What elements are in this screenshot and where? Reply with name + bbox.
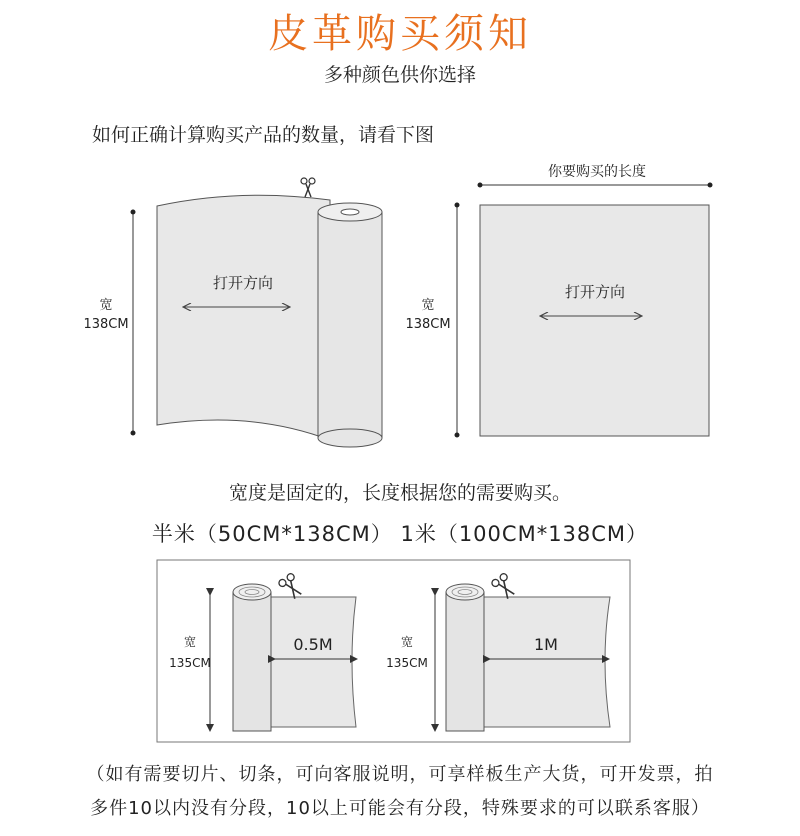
width-value: 135CM [169, 656, 211, 670]
length-value: 0.5M [293, 635, 333, 654]
width-value: 138CM [405, 317, 451, 332]
left-diagram [83, 178, 382, 447]
unrolled-sheet [480, 597, 610, 727]
width-label: 宽 [400, 635, 414, 649]
width-label: 宽 [99, 298, 113, 313]
open-direction-label: 打开方向 [564, 283, 626, 301]
leather-sheet [157, 195, 330, 440]
page-subtitle: 多种颜色供你选择 [323, 64, 476, 86]
footnote-line-1: （如有需要切片、切条，可向客服说明，可享样板生产大货，可开发票，拍 [86, 764, 714, 785]
open-direction-label: 打开方向 [212, 274, 274, 292]
length-value: 1M [534, 635, 558, 654]
leather-roll [446, 592, 484, 731]
unrolled-sheet [268, 597, 356, 727]
width-label: 宽 [183, 635, 197, 649]
width-value: 135CM [386, 656, 428, 670]
width-value: 138CM [83, 317, 129, 332]
length-label: 你要购买的长度 [548, 164, 646, 180]
page-title: 皮革购买须知 [268, 11, 532, 57]
footnote-line-2: 多件10以内没有分段，10以上可能会有分段，特殊要求的可以联系客服） [90, 798, 710, 819]
width-label: 宽 [421, 298, 435, 313]
scissors-icon [301, 178, 315, 197]
right-diagram [405, 163, 712, 438]
width-statement: 宽度是固定的，长度根据您的需要购买。 [228, 482, 571, 504]
bottom-panel [157, 560, 630, 742]
leather-piece [480, 205, 709, 436]
size-options: 半米（50CM*138CM） 1米（100CM*138CM） [151, 522, 649, 546]
leather-roll [233, 592, 271, 731]
section-question: 如何正确计算购买产品的数量，请看下图 [92, 124, 435, 146]
leather-roll [318, 203, 382, 447]
